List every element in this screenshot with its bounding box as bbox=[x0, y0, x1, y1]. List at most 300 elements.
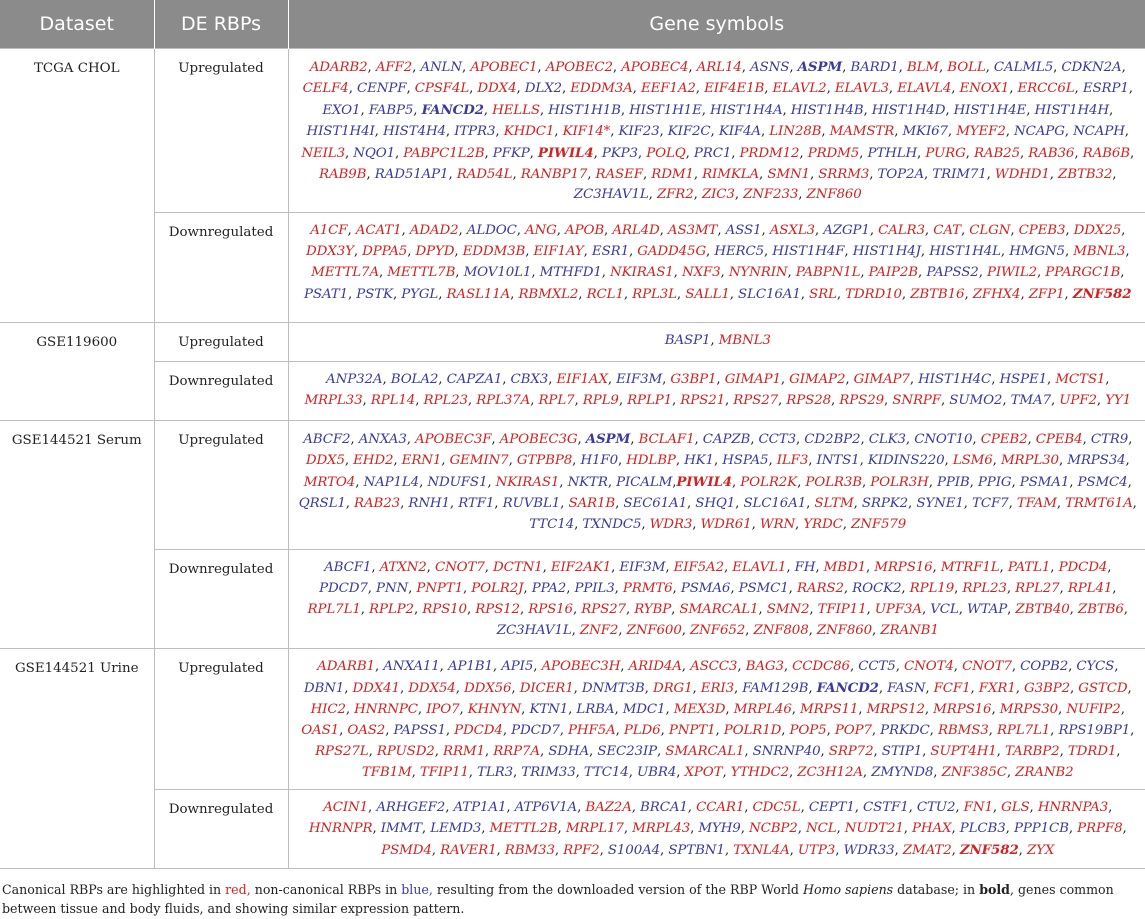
gene-symbol: SRPK2 bbox=[861, 496, 909, 512]
gene-separator: , bbox=[561, 80, 571, 96]
gene-separator: , bbox=[758, 602, 767, 618]
gene-separator: , bbox=[878, 680, 888, 696]
gene-symbol: RRM1 bbox=[443, 743, 485, 759]
gene-symbol: SRP72 bbox=[828, 743, 874, 759]
gene-separator: , bbox=[860, 432, 869, 448]
gene-symbol: ZNF808 bbox=[753, 623, 809, 639]
gene-separator: , bbox=[940, 393, 950, 409]
gene-symbol: PABPC1L2B bbox=[403, 145, 485, 161]
gene-symbol: PHF5A bbox=[568, 722, 616, 738]
gene-separator: , bbox=[972, 432, 981, 448]
gene-symbol: AS3MT bbox=[667, 223, 718, 239]
gene-separator: , bbox=[733, 680, 743, 696]
gene-symbol: PSTK bbox=[356, 287, 393, 303]
gene-symbol: MBNL3 bbox=[718, 333, 771, 349]
gene-separator: , bbox=[1008, 496, 1017, 512]
gene-symbol: ADARB2 bbox=[309, 60, 368, 75]
gene-symbol: POLR1D bbox=[723, 722, 782, 738]
gene-separator: , bbox=[529, 145, 538, 161]
gene-separator: , bbox=[519, 602, 529, 618]
gene-symbol: ZBTB6 bbox=[1077, 602, 1124, 618]
gene-separator: , bbox=[350, 432, 359, 448]
gene-symbol: WDR61 bbox=[700, 516, 752, 532]
gene-symbol: RPS16 bbox=[528, 602, 573, 618]
gene-separator: , bbox=[672, 393, 681, 409]
gene-separator: , bbox=[764, 80, 773, 96]
gene-symbol: MTRF1L bbox=[940, 560, 1000, 576]
gene-symbol: EIF1AY bbox=[533, 244, 584, 260]
gene-symbol: RPS19BP1 bbox=[1058, 722, 1131, 738]
gene-symbol: BOLA2 bbox=[390, 372, 439, 388]
gene-separator: , bbox=[1059, 743, 1068, 759]
table-row bbox=[0, 49, 1145, 213]
gene-symbol: G3BP2 bbox=[1024, 680, 1071, 696]
gene-separator: , bbox=[560, 496, 569, 512]
gene-symbol: DBN1 bbox=[303, 680, 345, 696]
gene-symbol: MRPL33 bbox=[304, 393, 363, 409]
gene-separator: , bbox=[672, 475, 677, 491]
gene-separator: , bbox=[821, 123, 830, 139]
gene-symbol: WDR33 bbox=[843, 843, 895, 859]
gene-separator: , bbox=[641, 516, 650, 532]
gene-symbol: ZFP1 bbox=[1028, 287, 1065, 303]
gene-separator: , bbox=[1130, 722, 1135, 738]
gene-symbol: DNMT3B bbox=[581, 680, 645, 696]
gene-separator: , bbox=[502, 722, 512, 738]
gene-list bbox=[288, 362, 1145, 421]
gene-symbol: GIMAP1 bbox=[724, 372, 781, 388]
gene-symbol: FCF1 bbox=[933, 680, 971, 696]
gene-symbol: ZNF582 bbox=[1072, 286, 1132, 303]
gene-separator: , bbox=[347, 223, 356, 239]
gene-symbol: HNRNPR bbox=[308, 821, 373, 837]
gene-separator: , bbox=[1121, 60, 1126, 75]
gene-separator: , bbox=[744, 743, 753, 759]
gene-separator: , bbox=[809, 602, 818, 618]
gene-symbol: ANXA3 bbox=[358, 432, 407, 448]
gene-separator: , bbox=[660, 722, 669, 738]
gene-symbol: PDCD4 bbox=[1058, 560, 1108, 576]
gene-symbol: CPSF4L bbox=[414, 80, 470, 96]
gene-symbol: RPL37A bbox=[476, 393, 531, 409]
gene-separator: , bbox=[533, 658, 542, 674]
gene-symbol: ZIC3 bbox=[701, 187, 735, 203]
gene-symbol: ZC3H12A bbox=[797, 764, 863, 780]
gene-separator: , bbox=[454, 244, 463, 260]
gene-separator: , bbox=[717, 223, 726, 239]
gene-separator: , bbox=[348, 80, 357, 96]
gene-symbol: NCAPG bbox=[1014, 123, 1065, 139]
gene-symbol: MRPL17 bbox=[565, 821, 624, 837]
gene-separator: , bbox=[593, 145, 602, 161]
dataset-cell: GSE144521 Urine bbox=[0, 648, 154, 868]
gene-separator: , bbox=[614, 701, 623, 717]
gene-separator: , bbox=[964, 287, 973, 303]
gene-symbol: KIF14* bbox=[562, 123, 611, 139]
gene-symbol: PSMA6 bbox=[680, 581, 731, 597]
gene-separator: , bbox=[873, 743, 882, 759]
gene-separator: , bbox=[996, 743, 1005, 759]
gene-separator: , bbox=[722, 764, 731, 780]
gene-symbol: TXNL4A bbox=[733, 843, 790, 859]
gene-separator: , bbox=[506, 800, 515, 816]
gene-separator: , bbox=[800, 800, 809, 816]
gene-symbol: ITPR3 bbox=[454, 123, 496, 139]
gene-symbol: EIF2AK1 bbox=[550, 560, 612, 576]
gene-symbol: METTL2B bbox=[489, 821, 558, 837]
gene-separator: , bbox=[951, 80, 960, 96]
gene-separator: , bbox=[908, 496, 917, 512]
gene-separator: , bbox=[339, 722, 348, 738]
gene-symbol: DLX2 bbox=[524, 80, 562, 96]
gene-symbol: DDX56 bbox=[463, 680, 512, 696]
gene-separator: , bbox=[394, 145, 404, 161]
gene-symbol: DDX5 bbox=[305, 453, 345, 469]
gene-separator: , bbox=[1068, 658, 1077, 674]
gene-symbol: NEIL3 bbox=[301, 145, 345, 161]
gene-separator: , bbox=[687, 800, 697, 816]
gene-separator: , bbox=[637, 145, 647, 161]
gene-separator: , bbox=[566, 581, 575, 597]
gene-symbol: TRIM33 bbox=[521, 764, 576, 780]
gene-separator: , bbox=[1112, 166, 1117, 182]
gene-symbol: HELLS bbox=[492, 102, 540, 118]
gene-symbol: MRPL43 bbox=[632, 821, 691, 837]
gene-symbol: WRN bbox=[759, 516, 796, 532]
gene-separator: , bbox=[502, 372, 511, 388]
gene-symbol: PDCD7 bbox=[511, 722, 560, 738]
gene-symbol: RAB9B bbox=[319, 166, 367, 182]
gene-symbol: SDHA bbox=[548, 743, 590, 759]
gene-symbol: MRTO4 bbox=[303, 475, 356, 491]
gene-symbol: BAG3 bbox=[745, 658, 784, 674]
gene-separator: , bbox=[750, 432, 759, 448]
gene-symbol: FAM129B bbox=[742, 680, 809, 696]
gene-separator: , bbox=[1047, 372, 1056, 388]
gene-separator: , bbox=[1065, 223, 1074, 239]
gene-separator: , bbox=[1108, 800, 1113, 816]
gene-symbol: YRDC bbox=[803, 516, 843, 532]
gene-symbol: MRPL46 bbox=[733, 701, 792, 717]
gene-symbol: HIST1H4E bbox=[953, 102, 1027, 118]
gene-symbol: PIWIL2 bbox=[986, 265, 1038, 281]
gene-symbol: ALDOC bbox=[466, 223, 517, 239]
gene-symbol: ELAVL4 bbox=[897, 80, 952, 96]
gene-symbol: EEF1A2 bbox=[640, 80, 696, 96]
gene-symbol: PSAT1 bbox=[304, 287, 349, 303]
gene-symbol: YTHDC2 bbox=[730, 764, 789, 780]
gene-separator: , bbox=[508, 453, 517, 469]
gene-separator: , bbox=[924, 701, 934, 717]
gene-symbol: ZMYND8 bbox=[871, 764, 934, 780]
gene-separator: , bbox=[431, 843, 441, 859]
gene-symbol: METTL7A bbox=[311, 265, 379, 281]
gene-symbol: NDUFS1 bbox=[427, 475, 488, 491]
gene-separator: , bbox=[587, 166, 596, 182]
gene-separator: , bbox=[849, 658, 859, 674]
gene-symbol: HIST1H4D bbox=[871, 102, 946, 118]
gene-separator: , bbox=[648, 187, 657, 203]
gene-separator: , bbox=[445, 800, 454, 816]
gene-separator: , bbox=[985, 60, 994, 75]
gene-separator: , bbox=[413, 102, 422, 118]
gene-symbol: RUVBL1 bbox=[502, 496, 561, 512]
footnote-text: resulting from the downloaded version of the RBP World bbox=[432, 882, 803, 897]
gene-symbol: HIST1H1E bbox=[629, 102, 702, 118]
gene-separator: , bbox=[1105, 372, 1110, 388]
gene-symbol: RASEF bbox=[595, 166, 643, 182]
gene-symbol: CBX3 bbox=[510, 372, 549, 388]
gene-symbol: NKIRAS1 bbox=[495, 475, 560, 491]
gene-separator: , bbox=[623, 287, 633, 303]
gene-symbol: RYBP bbox=[634, 602, 672, 618]
gene-separator: , bbox=[859, 453, 868, 469]
gene-symbol: APOB bbox=[565, 223, 605, 239]
gene-symbol: CPEB2 bbox=[980, 432, 1028, 448]
gene-separator: , bbox=[344, 680, 353, 696]
gene-separator: , bbox=[734, 187, 744, 203]
gene-symbol: PNPT1 bbox=[416, 581, 463, 597]
gene-separator: , bbox=[495, 123, 504, 139]
gene-symbol: HMGN5 bbox=[1009, 244, 1065, 260]
gene-symbol: PRPF8 bbox=[1077, 821, 1123, 837]
gene-symbol: LRBA bbox=[576, 701, 615, 717]
gene-separator: , bbox=[484, 145, 493, 161]
gene-symbol: FXR1 bbox=[978, 680, 1016, 696]
gene-symbol: SPTBN1 bbox=[668, 843, 725, 859]
gene-separator: , bbox=[1132, 496, 1137, 512]
gene-symbol: RDM1 bbox=[651, 166, 694, 182]
gene-symbol: KHDC1 bbox=[503, 123, 555, 139]
gene-separator: , bbox=[620, 658, 629, 674]
gene-symbol: RPS12 bbox=[475, 602, 520, 618]
gene-separator: , bbox=[415, 393, 424, 409]
gene-symbol: POLR2K bbox=[740, 475, 798, 491]
gene-separator: , bbox=[1122, 821, 1127, 837]
gene-separator: , bbox=[814, 223, 824, 239]
gene-symbol: HIST1H4I bbox=[306, 123, 375, 139]
gene-symbol: CCT5 bbox=[858, 658, 896, 674]
gene-separator: , bbox=[615, 496, 624, 512]
gene-separator: , bbox=[1096, 393, 1106, 409]
gene-symbol: EIF4E1B bbox=[704, 80, 765, 96]
gene-symbol: SNRNP40 bbox=[752, 743, 821, 759]
gene-separator: , bbox=[1050, 393, 1060, 409]
gene-separator: , bbox=[1069, 602, 1078, 618]
table-row bbox=[0, 362, 1145, 421]
gene-separator: , bbox=[455, 265, 464, 281]
dataset-cell: GSE144521 Serum bbox=[0, 421, 154, 649]
gene-separator: , bbox=[701, 102, 711, 118]
gene-symbol: RARS2 bbox=[796, 581, 844, 597]
footnote-text: non-canonical RBPs in bbox=[250, 882, 402, 897]
gene-symbol: TFAM bbox=[1016, 496, 1057, 512]
gene-separator: , bbox=[362, 393, 371, 409]
gene-symbol: ARL4D bbox=[612, 223, 660, 239]
gene-symbol: ARL14 bbox=[696, 60, 742, 75]
gene-separator: , bbox=[815, 560, 824, 576]
gene-separator: , bbox=[978, 265, 987, 281]
header-dataset: Dataset bbox=[0, 0, 154, 49]
gene-separator: , bbox=[854, 800, 864, 816]
gene-separator: , bbox=[929, 722, 938, 738]
gene-symbol: SEC61A1 bbox=[623, 496, 687, 512]
gene-symbol: PTHLH bbox=[867, 145, 918, 161]
gene-symbol: UPF3A bbox=[874, 602, 922, 618]
gene-symbol: APOBEC3H bbox=[541, 658, 621, 674]
gene-separator: , bbox=[455, 680, 464, 696]
gene-symbol: BOLL bbox=[947, 60, 986, 75]
gene-symbol: OAS2 bbox=[347, 722, 386, 738]
gene-symbol: PURG bbox=[925, 145, 966, 161]
gene-symbol: TMA7 bbox=[1010, 393, 1051, 409]
gene-separator: , bbox=[947, 123, 957, 139]
gene-symbol: RPS29 bbox=[839, 393, 885, 409]
gene-symbol: PAIP2B bbox=[868, 265, 919, 281]
gene-symbol: CD2BP2 bbox=[804, 432, 861, 448]
gene-symbol: TDRD10 bbox=[845, 287, 902, 303]
gene-symbol: PABPN1L bbox=[795, 265, 861, 281]
gene-separator: , bbox=[531, 265, 540, 281]
gene-separator: , bbox=[413, 602, 423, 618]
gene-symbol: ILF3 bbox=[776, 453, 809, 469]
gene-separator: , bbox=[458, 223, 467, 239]
gene-separator: , bbox=[681, 623, 690, 639]
gene-symbol: MEX3D bbox=[673, 701, 726, 717]
gene-symbol: ARID4A bbox=[628, 658, 682, 674]
gene-separator: , bbox=[732, 475, 741, 491]
gene-separator: , bbox=[808, 623, 817, 639]
gene-symbol: DRG1 bbox=[652, 680, 693, 696]
gene-separator: , bbox=[901, 581, 910, 597]
gene-separator: , bbox=[366, 166, 375, 182]
gene-symbol: LIN28B bbox=[769, 123, 822, 139]
gene-separator: , bbox=[484, 743, 494, 759]
gene-symbol: RPS27 bbox=[733, 393, 779, 409]
gene-list bbox=[288, 213, 1145, 323]
gene-separator: , bbox=[1120, 701, 1125, 717]
gene-symbol: MRPS16 bbox=[874, 560, 933, 576]
gene-separator: , bbox=[789, 764, 798, 780]
gene-separator: , bbox=[991, 701, 1000, 717]
gene-symbol: MBD1 bbox=[823, 560, 866, 576]
gene-separator: , bbox=[589, 743, 598, 759]
gene-symbol: ZBTB40 bbox=[1015, 602, 1070, 618]
gene-separator: , bbox=[1011, 475, 1020, 491]
gene-symbol: PATL1 bbox=[1007, 560, 1051, 576]
gene-symbol: GADD45G bbox=[637, 244, 707, 260]
gene-separator: , bbox=[731, 145, 740, 161]
gene-symbol: HIST1H4F bbox=[772, 244, 845, 260]
gene-separator: , bbox=[421, 821, 431, 837]
gene-symbol: FASN bbox=[887, 680, 926, 696]
gene-separator: , bbox=[781, 722, 790, 738]
gene-symbol: HNRNPA3 bbox=[1037, 800, 1109, 816]
gene-symbol: TDRD1 bbox=[1067, 743, 1117, 759]
gene-symbol: ATXN2 bbox=[379, 560, 427, 576]
gene-symbol: EDDM3B bbox=[462, 244, 526, 260]
gene-separator: , bbox=[844, 244, 853, 260]
gene-symbol: ZNF652 bbox=[690, 623, 746, 639]
gene-list bbox=[288, 49, 1145, 213]
gene-separator: , bbox=[675, 453, 685, 469]
gene-symbol: GIMAP7 bbox=[853, 372, 910, 388]
gene-symbol: ATP6V1A bbox=[514, 800, 578, 816]
gene-separator: , bbox=[925, 680, 934, 696]
gene-separator: , bbox=[786, 560, 795, 576]
gene-separator: , bbox=[836, 287, 846, 303]
gene-symbol: TARBP2 bbox=[1004, 743, 1060, 759]
gene-symbol: PKP3 bbox=[601, 145, 638, 161]
gene-separator: , bbox=[992, 453, 1001, 469]
gene-separator: , bbox=[963, 496, 973, 512]
gene-symbol: CNOT7 bbox=[962, 658, 1012, 674]
gene-separator: , bbox=[1114, 658, 1119, 674]
gene-separator: , bbox=[1018, 843, 1027, 859]
gene-separator: , bbox=[917, 145, 926, 161]
gene-separator: , bbox=[572, 602, 582, 618]
gene-separator: , bbox=[909, 372, 919, 388]
gene-separator: , bbox=[788, 581, 797, 597]
gene-separator: , bbox=[659, 223, 668, 239]
gene-separator: , bbox=[1007, 602, 1016, 618]
gene-separator: , bbox=[969, 475, 978, 491]
gene-separator: , bbox=[901, 287, 911, 303]
gene-symbol: SNRPF bbox=[892, 393, 941, 409]
gene-symbol: CALML5 bbox=[993, 60, 1054, 75]
gene-symbol: RPLP2 bbox=[369, 602, 414, 618]
gene-separator: , bbox=[761, 123, 770, 139]
gene-separator: , bbox=[808, 453, 817, 469]
gene-symbol: VCL bbox=[930, 602, 959, 618]
gene-separator: , bbox=[905, 432, 915, 448]
gene-separator: , bbox=[955, 800, 964, 816]
gene-separator: , bbox=[1068, 821, 1078, 837]
gene-separator: , bbox=[795, 516, 804, 532]
gene-symbol: RPL27 bbox=[1015, 581, 1060, 597]
gene-symbol: CCAR1 bbox=[696, 800, 745, 816]
gene-symbol: CLGN bbox=[969, 223, 1011, 239]
gene-symbol: UBR4 bbox=[636, 764, 677, 780]
gene-symbol: SMN2 bbox=[766, 602, 810, 618]
gene-separator: , bbox=[922, 743, 931, 759]
gene-symbol: DDX54 bbox=[408, 680, 456, 696]
gene-symbol: HIST1H4C bbox=[918, 372, 992, 388]
gene-symbol: POLQ bbox=[646, 145, 686, 161]
gene-separator: , bbox=[632, 80, 641, 96]
gene-separator: , bbox=[367, 60, 376, 75]
gene-symbol: HNRNPC bbox=[354, 701, 418, 717]
gene-separator: , bbox=[1109, 102, 1114, 118]
gene-separator: , bbox=[725, 393, 734, 409]
gene-symbol: RAB36 bbox=[1028, 145, 1075, 161]
gene-symbol: FABP5 bbox=[368, 102, 414, 118]
gene-symbol: RAD51AP1 bbox=[374, 166, 449, 182]
gene-symbol: ELAVL3 bbox=[834, 80, 889, 96]
gene-separator: , bbox=[1005, 123, 1015, 139]
gene-symbol: POLR2J bbox=[471, 581, 524, 597]
footnote-text: database; in bbox=[893, 882, 980, 897]
gene-symbol: PPARGC1B bbox=[1045, 265, 1121, 281]
gene-symbol: ZNF2 bbox=[579, 623, 619, 639]
gene-symbol: MDC1 bbox=[622, 701, 666, 717]
gene-separator: , bbox=[345, 701, 355, 717]
gene-symbol: GLS bbox=[1001, 800, 1030, 816]
gene-symbol: RRP7A bbox=[493, 743, 540, 759]
gene-symbol: NQO1 bbox=[353, 145, 395, 161]
gene-symbol: CSTF1 bbox=[863, 800, 909, 816]
gene-separator: , bbox=[836, 821, 845, 837]
